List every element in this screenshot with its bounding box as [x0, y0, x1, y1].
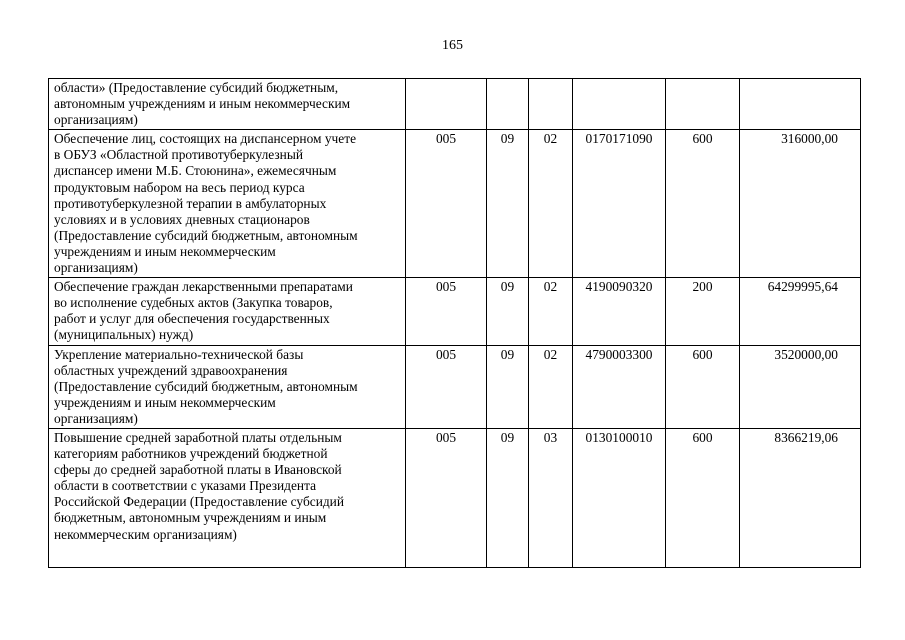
subsection-code-cell: 02: [529, 345, 573, 428]
description-line: областных учреждений здравоохранения: [54, 362, 288, 378]
description-line: Укрепление материально-технической базы: [54, 346, 304, 362]
description-line: во исполнение судебных актов (Закупка товаров,: [54, 295, 333, 311]
subsection-code-cell: [529, 79, 573, 130]
subsection-code-cell: 03: [529, 428, 573, 567]
target-article-cell: 0170171090: [573, 130, 666, 278]
description-line: (Предоставление субсидий бюджетным, автономным: [54, 227, 358, 243]
description-cell: [49, 79, 406, 130]
description-line: диспансер имени М.Б. Стоюнина», ежемесячным: [54, 163, 337, 179]
amount-cell: 316000,00: [740, 130, 861, 278]
description-cell: [49, 278, 406, 345]
amount-cell: 8366219,06: [740, 428, 861, 567]
description-line: области в соответствии с указами Президента: [54, 478, 317, 494]
ministry-code-cell: [406, 79, 487, 130]
description-line: сферы до средней заработной платы в Ивановской: [54, 462, 342, 478]
description-cell: [49, 130, 406, 278]
expense-type-cell: [666, 79, 740, 130]
section-code-cell: 09: [487, 130, 529, 278]
target-article-cell: 4790003300: [573, 345, 666, 428]
budget-table: [48, 78, 861, 568]
amount-cell: [740, 79, 861, 130]
description-line: автономным учреждениям и иным некоммерческим: [54, 96, 351, 112]
amount-cell: 64299995,64: [740, 278, 861, 345]
description-cell: [49, 428, 406, 567]
target-article-cell: 4190090320: [573, 278, 666, 345]
description-line: (Предоставление субсидий бюджетным, автономным: [54, 378, 358, 394]
subsection-code-cell: 02: [529, 130, 573, 278]
description-line: Российской Федерации (Предоставление субсидий: [54, 494, 345, 510]
description-line: некоммерческим организациям): [54, 526, 237, 542]
description-line: Обеспечение лиц, состоящих на диспансерном учете: [54, 131, 357, 147]
description-line: бюджетным, автономным учреждениям и иным: [54, 510, 327, 526]
description-line: (муниципальных) нужд): [54, 327, 194, 343]
table-row: [49, 345, 861, 428]
description-line: учреждениям и иным некоммерческим: [54, 394, 276, 410]
target-article-cell: [573, 79, 666, 130]
expense-type-cell: 600: [666, 130, 740, 278]
section-code-cell: [487, 79, 529, 130]
description-line: категориям работников учреждений бюджетной: [54, 446, 328, 462]
description-line: Повышение средней заработной платы отдельным: [54, 429, 342, 445]
amount-cell: 3520000,00: [740, 345, 861, 428]
ministry-code-cell: 005: [406, 345, 487, 428]
description-cell: [49, 345, 406, 428]
section-code-cell: 09: [487, 345, 529, 428]
description-line: Обеспечение граждан лекарственными препаратами: [54, 279, 353, 295]
subsection-code-cell: 02: [529, 278, 573, 345]
ministry-code-cell: 005: [406, 130, 487, 278]
description-line: работ и услуг для обеспечения государственных: [54, 311, 330, 327]
description-line: области» (Предоставление субсидий бюджетным,: [54, 80, 339, 95]
expense-type-cell: 600: [666, 345, 740, 428]
table-row: [49, 79, 861, 130]
description-line: продуктовым набором на весь период курса: [54, 179, 305, 195]
description-line: в ОБУЗ «Областной противотуберкулезный: [54, 147, 304, 163]
table-row: [49, 130, 861, 278]
section-code-cell: 09: [487, 278, 529, 345]
ministry-code-cell: 005: [406, 278, 487, 345]
target-article-cell: 0130100010: [573, 428, 666, 567]
expense-type-cell: 200: [666, 278, 740, 345]
table-row: [49, 428, 861, 567]
description-line: учреждениям и иным некоммерческим: [54, 243, 276, 259]
section-code-cell: 09: [487, 428, 529, 567]
expense-type-cell: 600: [666, 428, 740, 567]
table-row: [49, 278, 861, 345]
description-line: организациям): [54, 112, 138, 128]
description-line: организациям): [54, 410, 138, 426]
description-line: организациям): [54, 260, 138, 276]
description-line: условиях и в условиях дневных стационаров: [54, 211, 310, 227]
page-number: 165: [442, 38, 463, 53]
ministry-code-cell: 005: [406, 428, 487, 567]
description-line: противотуберкулезной терапии в амбулаторных: [54, 195, 327, 211]
